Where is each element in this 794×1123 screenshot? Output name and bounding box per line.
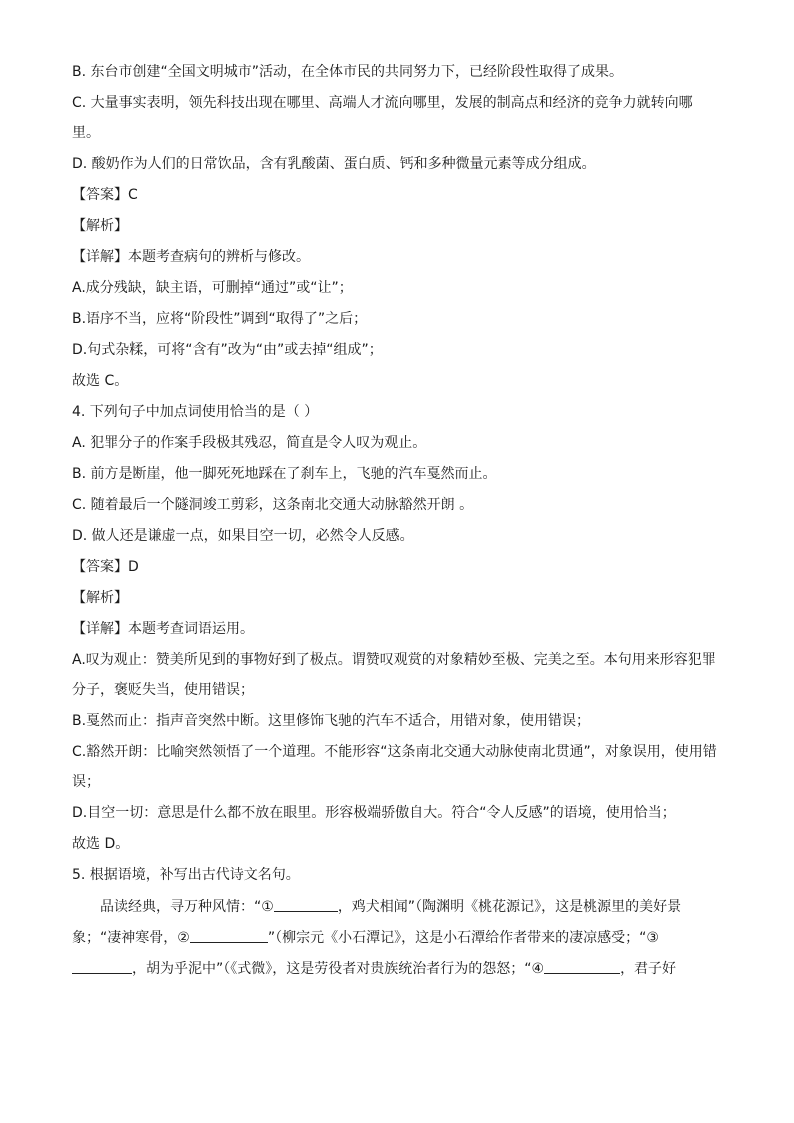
- fill-paragraph-line-3: [72, 958, 722, 978]
- q4-option-c: C. 随着最后一个隧洞竣工剪彩，这条南北交通大动脉豁然开朗 。: [72, 497, 474, 513]
- blank-1[interactable]: [274, 896, 338, 912]
- q4-detail-line: 【详解】本题考查词语运用。: [72, 621, 254, 637]
- option-c-line-cont: 里。: [72, 125, 100, 141]
- analysis-b: B.语序不当，应将“阶段性”调到“取得了”之后；: [72, 311, 368, 327]
- document-page: [72, 62, 722, 989]
- fill-text: ，胡为乎泥中”（《式微》，这是劳役者对贵族统治者行为的怨怒；“④: [132, 961, 545, 977]
- blank-4[interactable]: [544, 958, 620, 974]
- question-4: 4. 下列句子中加点词使用恰当的是（ ）: [72, 404, 319, 420]
- fill-paragraph-line-2: [72, 927, 722, 947]
- fill-text: 象；“凄神寒骨，②: [72, 930, 190, 946]
- q4-analysis-c-cont: 误；: [72, 774, 100, 790]
- choose-d: 故选 D。: [72, 836, 130, 852]
- analysis-d: D.句式杂糅，可将“含有”改为“由”或去掉“组成”；: [72, 342, 383, 358]
- q4-option-a: A. 犯罪分子的作案手段极其残忍，简直是令人叹为观止。: [72, 435, 427, 451]
- q4-analysis-b: B.戛然而止：指声音突然中断。这里修饰飞驰的汽车不适合，用错对象，使用错误；: [72, 713, 591, 729]
- fill-text: ，君子好: [620, 961, 677, 977]
- option-c-line: C. 大量事实表明，领先科技出现在哪里、高端人才流向哪里，发展的制高点和经济的竞争力就转向哪: [72, 95, 693, 111]
- q4-analysis-a: A.叹为观止：赞美所见到的事物好到了极点。谓赞叹观赏的对象精妙至极、完美之至。本句用来形容犯罪: [72, 652, 716, 668]
- fill-text: ，鸡犬相闻”（陶渊明《桃花源记》，这是桃源里的美好景: [337, 899, 682, 915]
- option-b-line: B. 东台市创建“全国文明城市”活动，在全体市民的共同努力下，已经阶段性取得了成果。: [72, 64, 624, 80]
- choose-c: 故选 C。: [72, 373, 129, 389]
- analysis-label: 【解析】: [72, 218, 128, 234]
- question-5: 5. 根据语境，补写出古代诗文名句。: [72, 867, 300, 883]
- q4-analysis-label: 【解析】: [72, 590, 128, 606]
- blank-2[interactable]: [190, 927, 268, 943]
- fill-text: 品读经典，寻万种风情：“①: [100, 899, 274, 915]
- blank-3[interactable]: [72, 958, 132, 974]
- analysis-a: A.成分残缺，缺主语，可删掉“通过”或“让”；: [72, 280, 353, 296]
- q4-option-b: B. 前方是断崖，他一脚死死地踩在了刹车上，飞驰的汽车戛然而止。: [72, 466, 497, 482]
- q4-analysis-a-cont: 分子，褒贬失当，使用错误；: [72, 682, 254, 698]
- fill-paragraph-line-1: [72, 896, 722, 916]
- answer-label: 【答案】C: [72, 187, 138, 203]
- q4-analysis-c: C.豁然开朗：比喻突然领悟了一个道理。不能形容“这条南北交通大动脉使南北贯通”，对象误用，使用错: [72, 744, 717, 760]
- detail-line: 【详解】本题考查病句的辨析与修改。: [72, 249, 310, 265]
- option-d-line: D. 酸奶作为人们的日常饮品，含有乳酸菌、蛋白质、钙和多种微量元素等成分组成。: [72, 156, 596, 172]
- fill-text: ”（柳宗元《小石潭记》，这是小石潭给作者带来的凄凉感受；“③: [267, 930, 659, 946]
- q4-analysis-d: D.目空一切：意思是什么都不放在眼里。形容极端骄傲自大。符合“令人反感”的语境，使用恰当；: [72, 805, 676, 821]
- q4-answer-label: 【答案】D: [72, 559, 139, 575]
- q4-option-d: D. 做人还是谦虚一点，如果目空一切，必然令人反感。: [72, 528, 414, 544]
